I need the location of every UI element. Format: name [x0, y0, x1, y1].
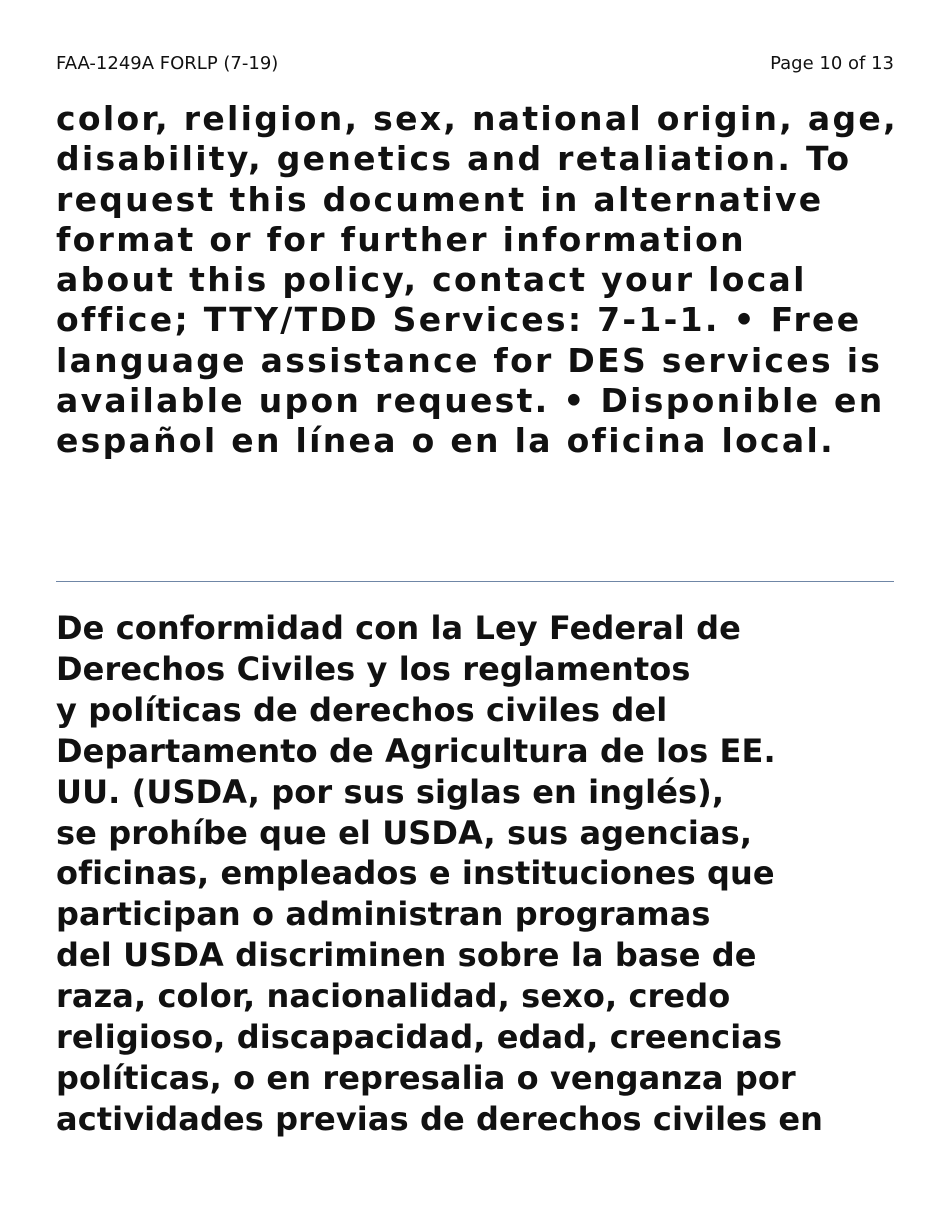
spanish-statement-line: religioso, discapacidad, edad, creencias — [56, 1018, 783, 1057]
spanish-statement-line: raza, color, nacionalidad, sexo, credo — [56, 977, 731, 1016]
spanish-statement-line: De conformidad con la Ley Federal de — [56, 609, 741, 647]
english-notice-line: disability, genetics and retaliation. To — [56, 139, 852, 179]
spanish-statement — [56, 608, 906, 1140]
english-notice — [56, 99, 906, 462]
english-notice-line: about this policy, contact your local — [56, 260, 807, 300]
spanish-statement-line: participan o administran programas — [56, 895, 711, 934]
spanish-statement-line: Derechos Civiles y los reglamentos — [56, 649, 691, 688]
spanish-statement-line: políticas, o en represalia o venganza por — [56, 1058, 796, 1097]
spanish-statement-line: del USDA discriminen sobre la base de — [56, 936, 757, 975]
form-id: FAA-1249A FORLP (7-19) — [56, 53, 279, 74]
english-notice-line: format or for further information — [56, 219, 746, 259]
spanish-statement-line: UU. (USDA, por sus siglas en inglés), — [56, 772, 725, 811]
english-notice-line: español en línea o en la oficina local. — [56, 421, 835, 461]
english-notice-line: office; TTY/TDD Services: 7-1-1. • Free — [56, 300, 862, 340]
english-notice-line: language assistance for DES services is — [56, 340, 883, 380]
spanish-statement-line: Departamento de Agricultura de los EE. — [56, 731, 776, 770]
english-notice-line: color, religion, sex, national origin, age, — [56, 99, 898, 138]
section-divider — [56, 581, 894, 582]
spanish-statement-line: se prohíbe que el USDA, sus agencias, — [56, 813, 753, 852]
spanish-statement-line: y políticas de derechos civiles del — [56, 690, 668, 729]
page-number: Page 10 of 13 — [770, 53, 894, 74]
english-notice-line: available upon request. • Disponible en — [56, 381, 885, 421]
spanish-statement-line: oficinas, empleados e instituciones que — [56, 854, 775, 893]
english-notice-line: request this document in alternative — [56, 179, 824, 219]
spanish-statement-line: actividades previas de derechos civiles en — [56, 1099, 824, 1138]
